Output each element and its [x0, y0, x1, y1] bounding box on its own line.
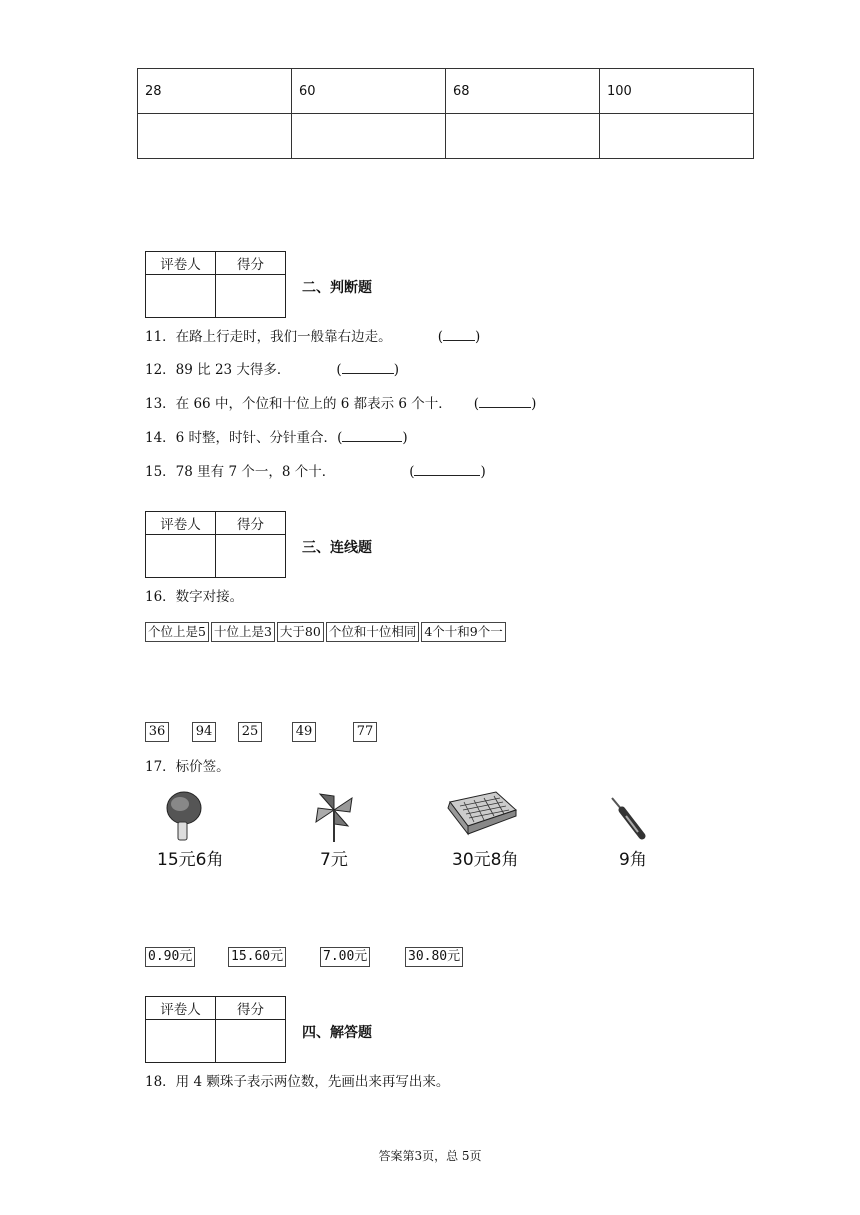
table-cell-empty [600, 114, 754, 159]
section-title: 三、连线题 [302, 540, 372, 556]
grader-label: 评卷人 [146, 997, 216, 1020]
score-box [145, 251, 286, 318]
section-title: 二、判断题 [302, 280, 372, 296]
section-title: 四、解答题 [302, 1025, 372, 1041]
price-label: 30元8角 [452, 850, 519, 870]
answer-table [137, 68, 754, 159]
question-13: 13．在 66 中，个位和十位上的 6 都表示 6 个十． ( ) [145, 396, 537, 412]
number-box[interactable]: 77 [353, 722, 377, 742]
question-17: 17．标价签。 [145, 759, 230, 775]
table-cell: 60 [292, 69, 446, 114]
description-box[interactable]: 4个十和9个一 [421, 622, 505, 642]
ping-pong-paddle-icon [160, 790, 208, 846]
pen-icon [608, 796, 648, 844]
table-cell: 28 [138, 69, 292, 114]
page-footer: 答案第3页，总 5页 [378, 1149, 482, 1163]
pinwheel-icon [310, 790, 358, 846]
price-label: 15元6角 [157, 850, 224, 870]
description-box[interactable]: 个位和十位相同 [326, 622, 420, 642]
description-box[interactable]: 大于80 [277, 622, 324, 642]
question-14: 14．6 时整，时针、分针重合．( ) [145, 430, 408, 446]
grader-label: 评卷人 [146, 512, 216, 535]
calculator-icon [440, 788, 520, 838]
price-tag[interactable]: 30.80元 [405, 947, 463, 967]
question-16: 16．数字对接。 [145, 589, 244, 605]
number-box[interactable]: 49 [292, 722, 316, 742]
score-label: 得分 [216, 252, 286, 275]
description-boxes [145, 622, 508, 642]
description-box[interactable]: 个位上是5 [145, 622, 209, 642]
question-15: 15．78 里有 7 个一，8 个十． ( ) [145, 464, 486, 480]
price-label: 7元 [320, 850, 348, 870]
score-label: 得分 [216, 997, 286, 1020]
number-box[interactable]: 36 [145, 722, 169, 742]
question-18: 18．用 4 颗珠子表示两位数，先画出来再写出来。 [145, 1074, 450, 1090]
score-box [145, 511, 286, 578]
price-tag[interactable]: 15.60元 [228, 947, 286, 967]
score-label: 得分 [216, 512, 286, 535]
table-cell-empty [292, 114, 446, 159]
score-box [145, 996, 286, 1063]
price-tag[interactable]: 7.00元 [320, 947, 370, 967]
number-box[interactable]: 25 [238, 722, 262, 742]
grader-label: 评卷人 [146, 252, 216, 275]
table-cell: 100 [600, 69, 754, 114]
question-12: 12．89 比 23 大得多． ( ) [145, 362, 399, 378]
number-box[interactable]: 94 [192, 722, 216, 742]
table-cell: 68 [446, 69, 600, 114]
table-cell-empty [446, 114, 600, 159]
description-box[interactable]: 十位上是3 [211, 622, 275, 642]
price-label: 9角 [619, 850, 647, 870]
table-cell-empty [138, 114, 292, 159]
price-tag[interactable]: 0.90元 [145, 947, 195, 967]
question-11: 11．在路上行走时，我们一般靠右边走。 ( ) [145, 329, 481, 345]
